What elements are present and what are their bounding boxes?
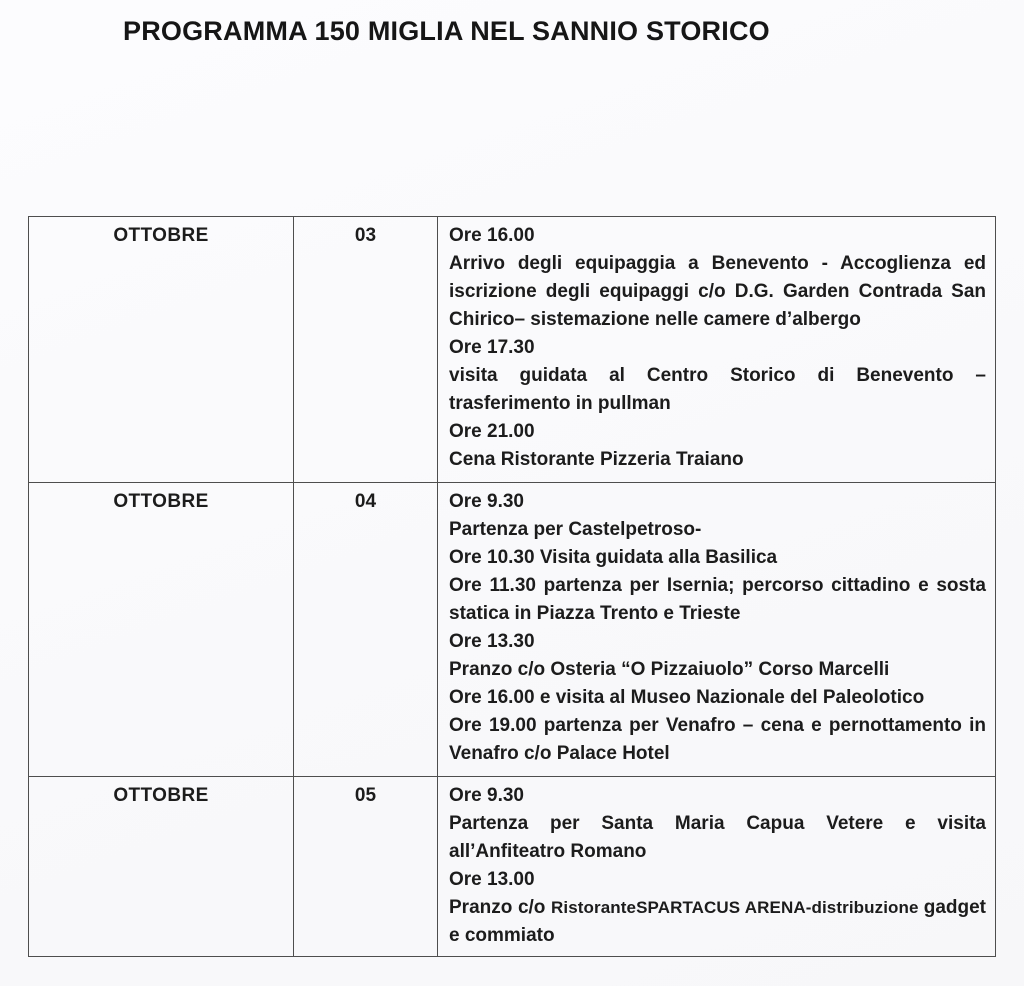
day-cell xyxy=(294,483,438,777)
schedule-line: Ore 21.00 xyxy=(449,421,535,442)
schedule-line: Ore 19.00 partenza per Venafro – cena e pernottamento in Venafro c/o Palace Hotel xyxy=(449,715,986,764)
schedule-line: visita guidata al Centro Storico di Benevento – trasferimento in pullman xyxy=(449,365,986,414)
month-cell xyxy=(29,777,294,957)
day-label: 04 xyxy=(354,491,377,512)
schedule-cell xyxy=(438,217,996,483)
month-cell xyxy=(29,217,294,483)
schedule-cell xyxy=(438,483,996,777)
schedule-line-suffix: gadget e commiato xyxy=(449,897,986,946)
schedule-line: Ore 17.30 xyxy=(449,337,535,358)
day-cell xyxy=(294,777,438,957)
schedule-line: Ore 9.30 xyxy=(449,491,524,512)
schedule-cell xyxy=(438,777,996,957)
day-cell xyxy=(294,217,438,483)
schedule-line: Ore 13.30 xyxy=(449,631,535,652)
schedule-line: Ore 10.30 Visita guidata alla Basilica xyxy=(449,547,778,568)
month-cell xyxy=(29,483,294,777)
table-row-october-04 xyxy=(29,483,996,777)
day-label: 05 xyxy=(354,785,377,806)
program-table xyxy=(28,216,996,957)
schedule-line: Cena Ristorante Pizzeria Traiano xyxy=(449,449,744,470)
day-label: 03 xyxy=(354,225,377,246)
month-label: OTTOBRE xyxy=(113,225,209,246)
schedule-line: Partenza per Santa Maria Capua Vetere e visita all’Anfiteatro Romano xyxy=(449,813,986,862)
schedule-line-prefix: Pranzo c/o xyxy=(449,897,552,918)
schedule-line: Ore 16.00 xyxy=(449,225,535,246)
schedule-line: Pranzo c/o Osteria “O Pizzaiuolo” Corso Marcelli xyxy=(449,659,890,680)
schedule-line: Partenza per Castelpetroso- xyxy=(449,519,702,540)
schedule-line: Arrivo degli equipaggia a Benevento - Accoglienza ed iscrizione degli equipaggi c/o D.G. Garden Contrada San Chirico– sistemazione nelle camere d’albergo xyxy=(449,253,986,330)
schedule-line: Ore 16.00 e visita al Museo Nazionale del Paleolotico xyxy=(449,687,925,708)
month-label: OTTOBRE xyxy=(113,785,209,806)
month-label: OTTOBRE xyxy=(113,491,209,512)
schedule-line: Ore 11.30 partenza per Isernia; percorso cittadino e sosta statica in Piazza Trento e Trieste xyxy=(449,575,986,624)
table-row-october-03 xyxy=(29,217,996,483)
restaurant-brand-text: RistoranteSPARTACUS ARENA-distribuzione xyxy=(551,898,924,917)
page-title: PROGRAMMA 150 MIGLIA NEL SANNIO STORICO xyxy=(123,16,770,46)
table-row-october-05 xyxy=(29,777,996,957)
schedule-line-mixed xyxy=(449,894,986,950)
schedule-line: Ore 9.30 xyxy=(449,785,524,806)
schedule-line: Ore 13.00 xyxy=(449,869,535,890)
